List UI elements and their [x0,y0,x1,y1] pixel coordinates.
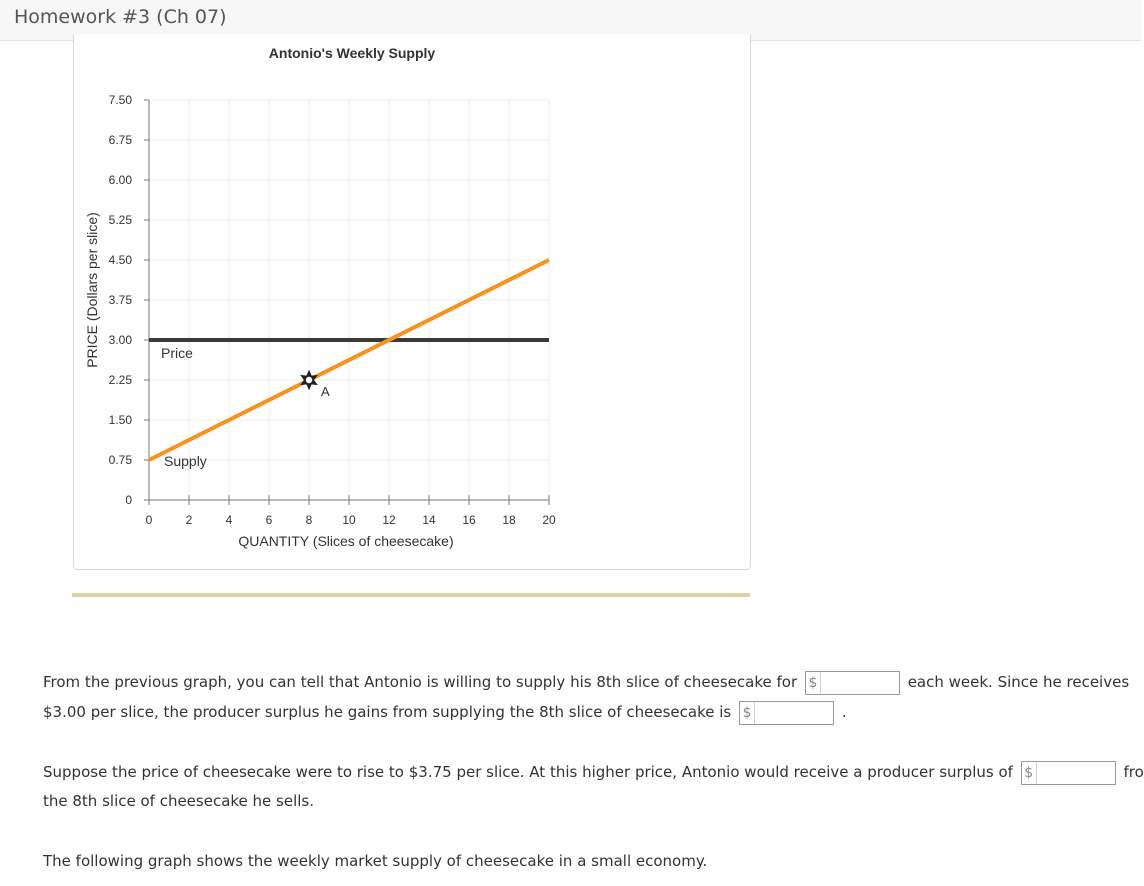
y-tick-label: 4.50 [108,253,132,267]
question-2-line-1 [43,757,1144,787]
question-2-text-cont: fro [1123,763,1144,781]
question-3-text: The following graph shows the weekly market supply of cheesecake in a small economy. [43,852,708,870]
question-2-text-line2: the 8th slice of cheesecake he sells. [43,792,315,810]
section-divider [72,593,750,597]
question-1-text: From the previous graph, you can tell that Antonio is willing to supply his 8th slice of cheesecake for [43,673,798,691]
question-1-text-cont: each week. Since he receives [907,673,1130,691]
page-title: Homework #3 (Ch 07) [14,6,227,28]
dollar-sign: $ [806,672,821,694]
answer-1-input[interactable] [821,672,900,694]
x-tick-label: 0 [145,513,153,527]
question-1-text-line2: $3.00 per slice, the producer surplus he gains from supplying the 8th slice of cheesecake is [43,703,732,721]
x-tick-label: 20 [542,513,556,527]
x-axis-label: QUANTITY (Slices of cheesecake) [238,533,454,549]
point-a-marker-center [306,377,312,383]
y-tick-label: 6.75 [108,133,132,147]
y-tick-label: 0.75 [108,453,132,467]
x-tick-label: 12 [382,513,396,527]
y-tick-label: 3.75 [108,293,132,307]
y-tick-label: 7.50 [108,93,132,107]
y-tick-label: 2.25 [108,373,132,387]
question-1-period: . [841,703,847,721]
y-tick-label: 0 [125,493,132,507]
answer-2-box[interactable] [739,701,834,725]
question-2-text: Suppose the price of cheesecake were to rise to $3.75 per slice. At this higher price, Antonio would receive a producer surplus of [43,763,1013,781]
dollar-sign: $ [1022,762,1037,784]
answer-2-input[interactable] [755,702,834,724]
dollar-sign: $ [740,702,755,724]
chart-title: Antonio's Weekly Supply [268,45,436,61]
x-tick-label: 4 [225,513,233,527]
question-1-line-1 [43,667,1129,697]
x-tick-label: 2 [185,513,193,527]
series-supply-label: Supply [164,453,207,469]
answer-3-box[interactable] [1021,761,1116,785]
question-2-line-2 [43,786,314,816]
y-tick-label: 6.00 [108,173,132,187]
x-tick-label: 6 [265,513,273,527]
x-tick-label: 10 [342,513,356,527]
question-1-line-2 [43,697,847,727]
y-tick-label: 3.00 [108,333,132,347]
graph-panel [73,34,751,570]
answer-3-input[interactable] [1037,762,1116,784]
x-tick-label: 8 [305,513,313,527]
x-tick-label: 14 [422,513,436,527]
x-tick-label: 16 [462,513,476,527]
y-axis-label: PRICE (Dollars per slice) [84,212,100,368]
supply-graph[interactable] [74,34,750,569]
y-tick-label: 5.25 [108,213,132,227]
question-3-line [43,846,707,876]
x-tick-label: 18 [502,513,516,527]
answer-1-box[interactable] [805,671,900,695]
series-price-label: Price [161,345,193,361]
point-a-label: A [321,384,330,399]
y-tick-label: 1.50 [108,413,132,427]
